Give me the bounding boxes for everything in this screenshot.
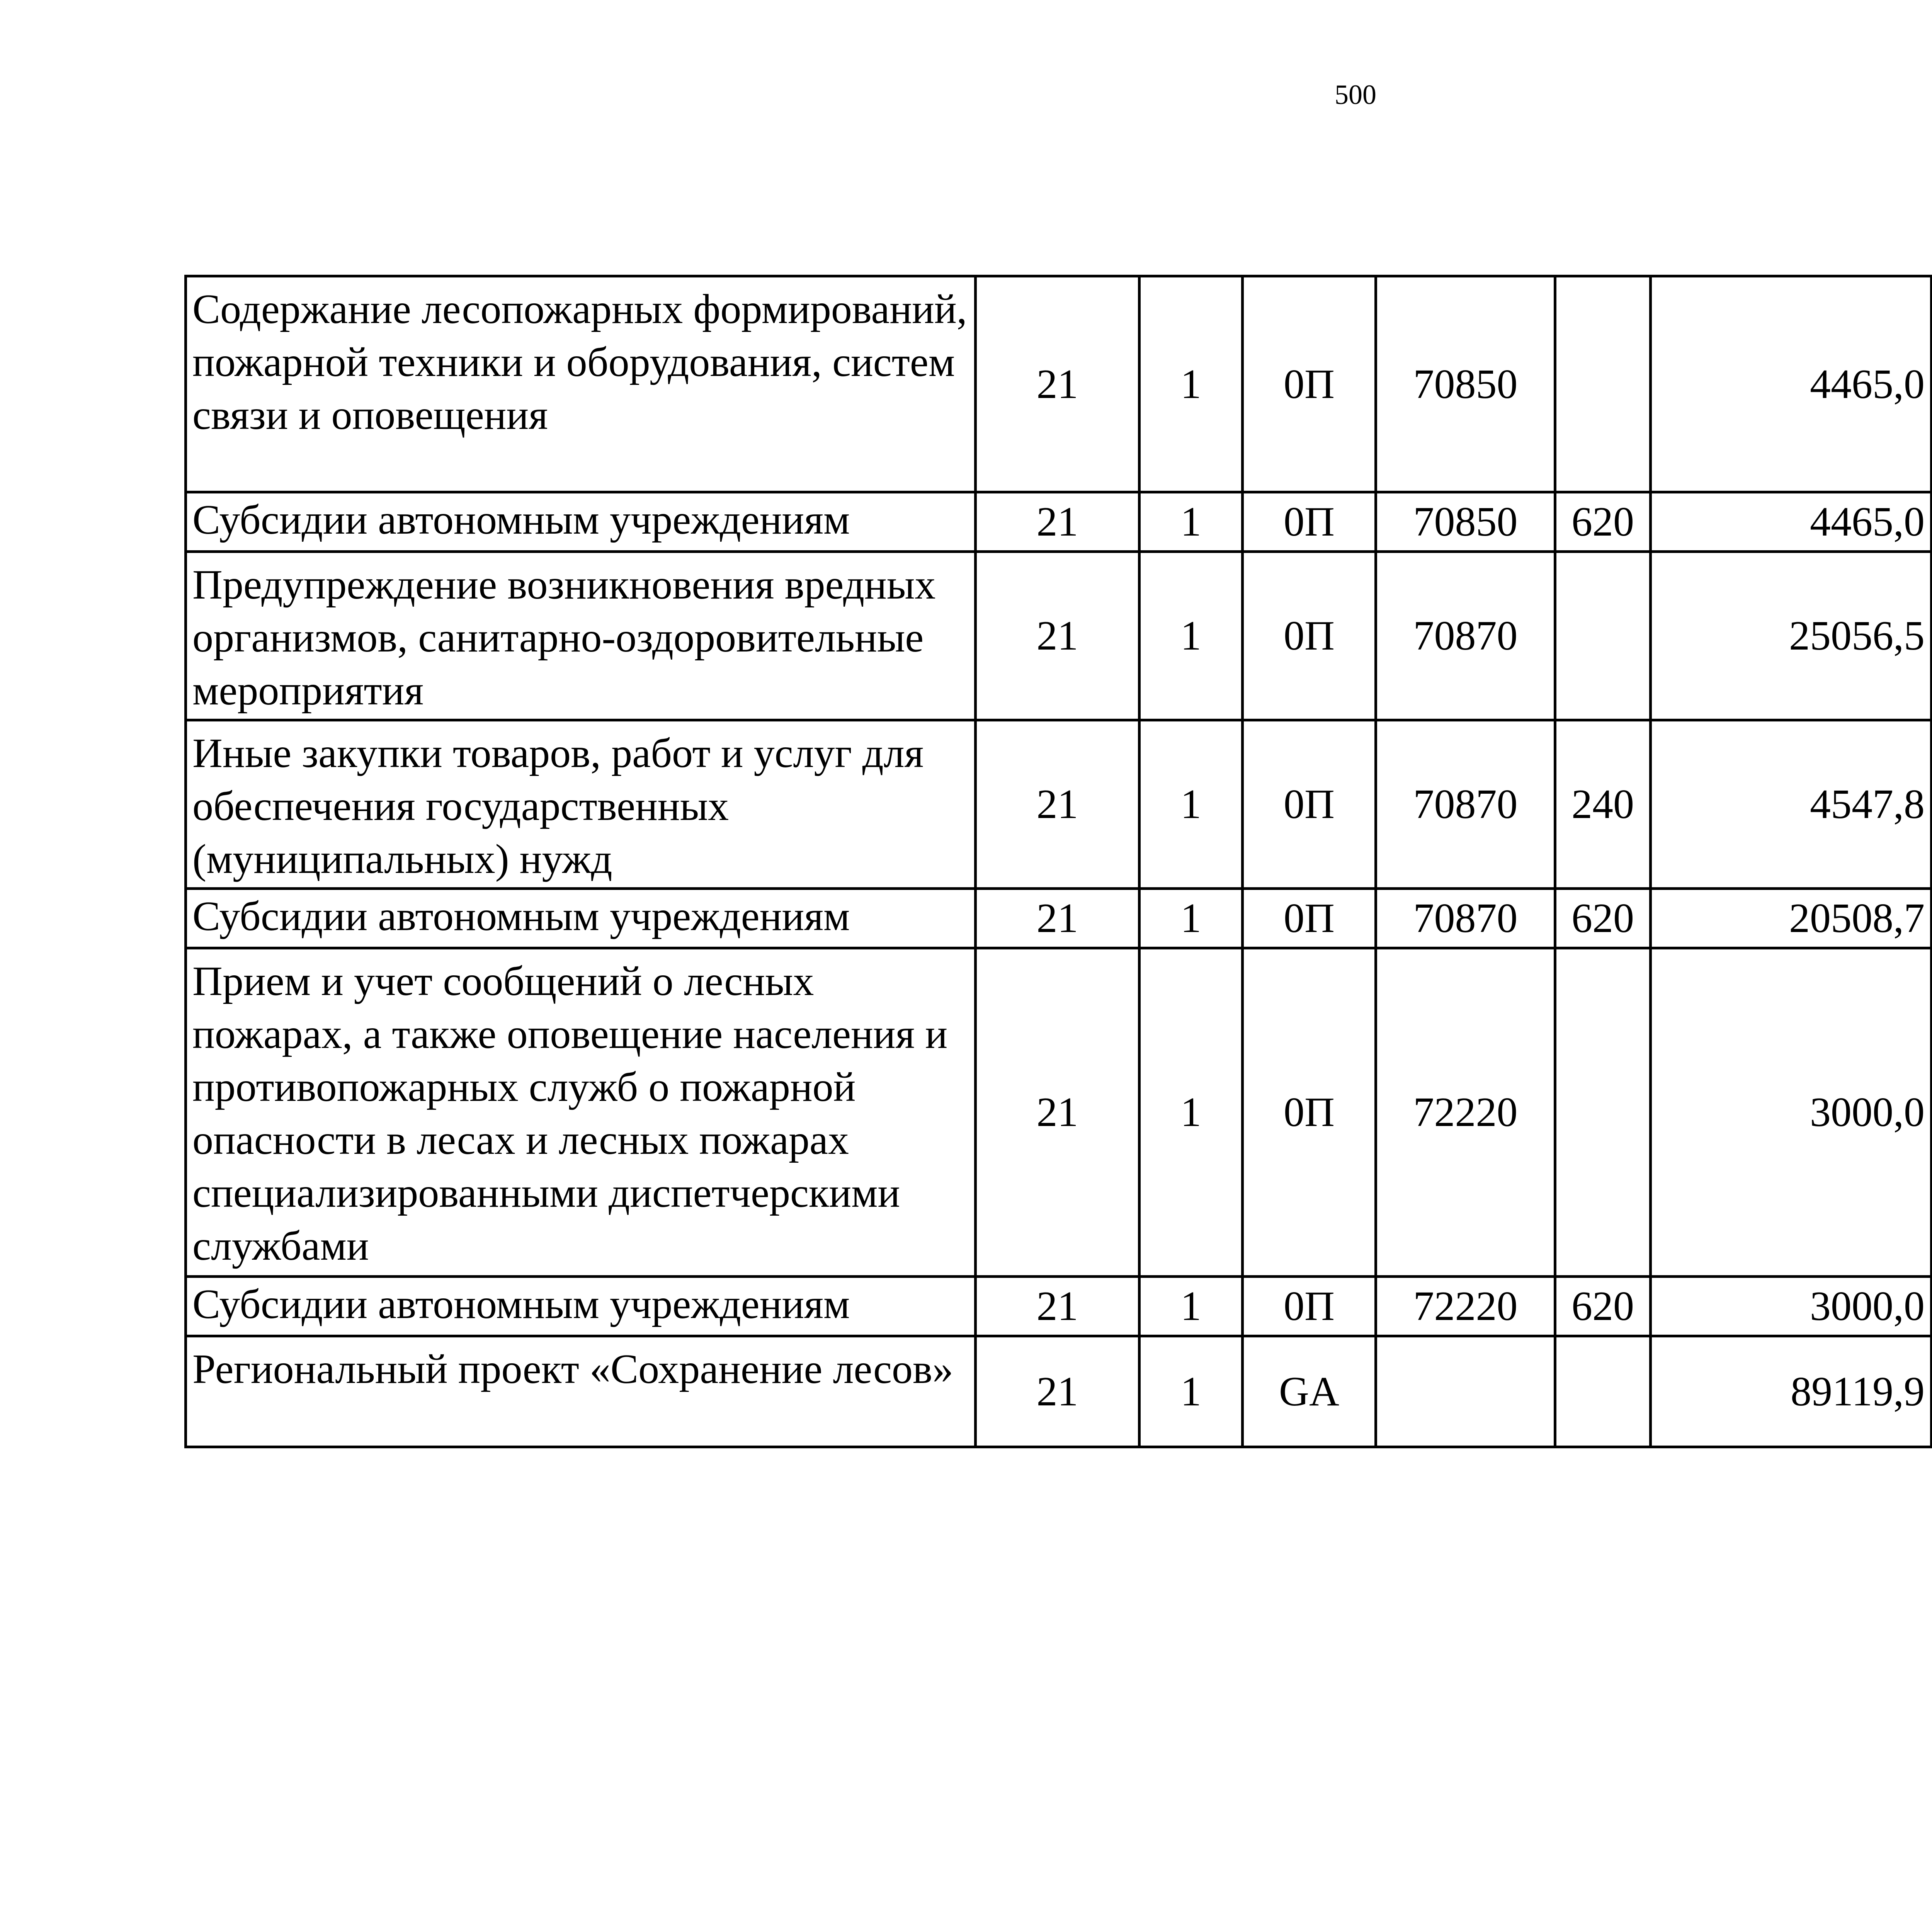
- direction-code: [1376, 1336, 1555, 1447]
- amount-year-1: 4465,0: [1651, 492, 1932, 552]
- amount-year-1: 3000,0: [1651, 948, 1932, 1277]
- subsection-code: 1: [1139, 948, 1243, 1277]
- direction-code: 72220: [1376, 1277, 1555, 1336]
- direction-code: 72220: [1376, 948, 1555, 1277]
- amount-year-1: 25056,5: [1651, 552, 1932, 720]
- page-number: 500: [1335, 79, 1376, 110]
- row-name: Иные закупки товаров, работ и услуг для обеспечения государственных (муниципальных) нужд: [186, 720, 976, 889]
- program-code: 0П: [1243, 276, 1376, 492]
- amount-year-1: 4547,8: [1651, 720, 1932, 889]
- expense-type-code: [1555, 552, 1651, 720]
- subsection-code: 1: [1139, 889, 1243, 948]
- expense-type-code: [1555, 276, 1651, 492]
- row-name: Субсидии автономным учреждениям: [186, 889, 976, 948]
- amount-year-1: 4465,0: [1651, 276, 1932, 492]
- table-row: [186, 948, 1932, 1277]
- direction-code: 70870: [1376, 552, 1555, 720]
- expense-type-code: 620: [1555, 1277, 1651, 1336]
- expense-type-code: 620: [1555, 889, 1651, 948]
- expense-type-code: [1555, 948, 1651, 1277]
- table-row: [186, 276, 1932, 492]
- amount-year-1: 89119,9: [1651, 1336, 1932, 1447]
- program-code: 0П: [1243, 492, 1376, 552]
- table-row: [186, 720, 1932, 889]
- subsection-code: 1: [1139, 720, 1243, 889]
- budget-table: [184, 275, 1932, 1448]
- subsection-code: 1: [1139, 1277, 1243, 1336]
- direction-code: 70870: [1376, 720, 1555, 889]
- subsection-code: 1: [1139, 552, 1243, 720]
- program-code: GA: [1243, 1336, 1376, 1447]
- program-code: 0П: [1243, 552, 1376, 720]
- section-code: 21: [976, 720, 1139, 889]
- expense-type-code: 240: [1555, 720, 1651, 889]
- table-row: [186, 552, 1932, 720]
- row-name: Содержание лесопожарных формирований, пожарной техники и оборудования, систем связи и оповещения: [186, 276, 976, 492]
- amount-year-1: 20508,7: [1651, 889, 1932, 948]
- row-name: Субсидии автономным учреждениям: [186, 492, 976, 552]
- table-row: [186, 492, 1932, 552]
- direction-code: 70870: [1376, 889, 1555, 948]
- row-name: Предупреждение возникновения вредных организмов, санитарно-оздоровительные мероприятия: [186, 552, 976, 720]
- subsection-code: 1: [1139, 492, 1243, 552]
- section-code: 21: [976, 492, 1139, 552]
- section-code: 21: [976, 276, 1139, 492]
- section-code: 21: [976, 948, 1139, 1277]
- table-row: [186, 1277, 1932, 1336]
- table-row: [186, 1336, 1932, 1447]
- program-code: 0П: [1243, 1277, 1376, 1336]
- table-row: [186, 889, 1932, 948]
- direction-code: 70850: [1376, 276, 1555, 492]
- section-code: 21: [976, 1336, 1139, 1447]
- row-name: Субсидии автономным учреждениям: [186, 1277, 976, 1336]
- amount-year-1: 3000,0: [1651, 1277, 1932, 1336]
- subsection-code: 1: [1139, 276, 1243, 492]
- section-code: 21: [976, 889, 1139, 948]
- expense-type-code: 620: [1555, 492, 1651, 552]
- section-code: 21: [976, 1277, 1139, 1336]
- direction-code: 70850: [1376, 492, 1555, 552]
- subsection-code: 1: [1139, 1336, 1243, 1447]
- section-code: 21: [976, 552, 1139, 720]
- expense-type-code: [1555, 1336, 1651, 1447]
- program-code: 0П: [1243, 889, 1376, 948]
- row-name: Региональный проект «Сохранение лесов»: [186, 1336, 976, 1447]
- program-code: 0П: [1243, 948, 1376, 1277]
- row-name: Прием и учет сообщений о лесных пожарах, а также оповещение населения и противопожарных служб о пожарной опасности в лесах и лесных пожарах специализированными диспетчерскими службами: [186, 948, 976, 1277]
- program-code: 0П: [1243, 720, 1376, 889]
